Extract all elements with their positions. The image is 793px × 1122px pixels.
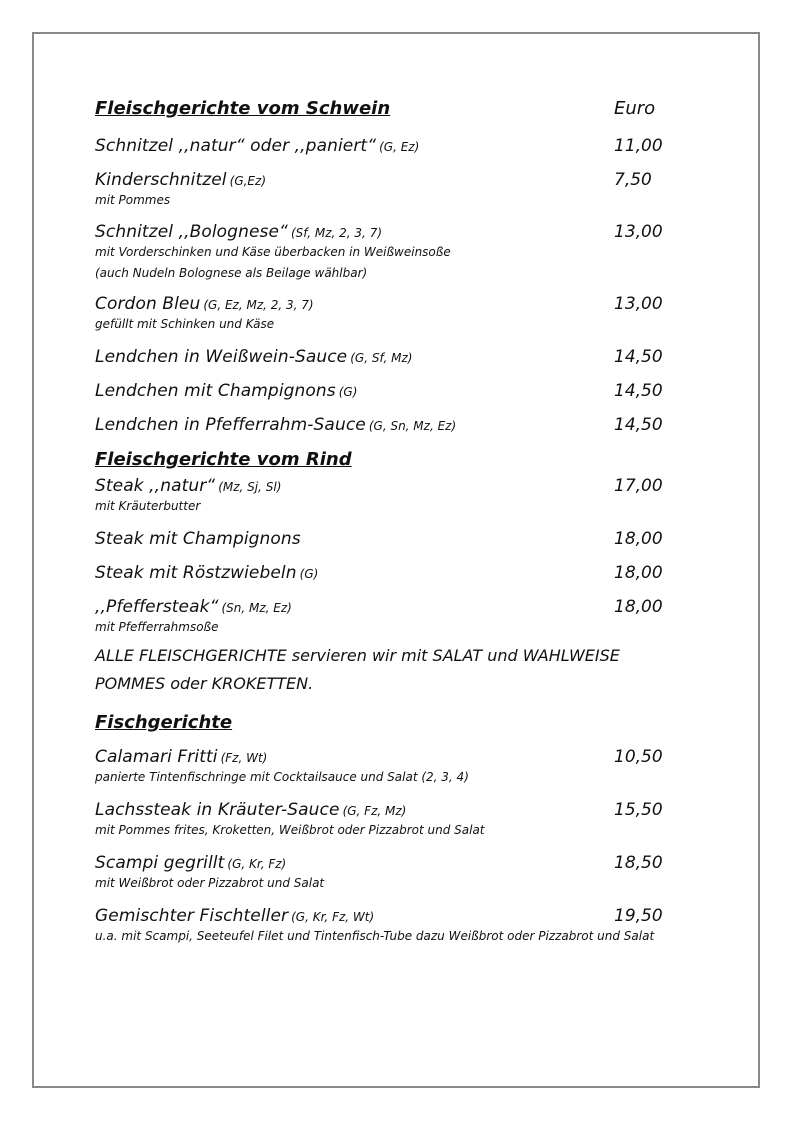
- item-name: Scampi gegrillt: [95, 853, 225, 873]
- item-allergens: (G, Fz, Mz): [342, 804, 407, 818]
- menu-item: [95, 853, 670, 894]
- item-price: 14,50: [614, 381, 663, 401]
- item-description: mit Pommes frites, Kroketten, Weißbrot oder Pizzabrot und Salat: [95, 823, 485, 837]
- section-header-schwein: [95, 98, 670, 119]
- item-description: mit Pommes: [95, 193, 171, 207]
- item-name: Lendchen in Weißwein-Sauce: [95, 347, 348, 367]
- item-name: Steak mit Champignons: [95, 529, 301, 549]
- item-name: Gemischter Fischteller: [95, 906, 289, 926]
- item-name: Cordon Bleu: [95, 294, 201, 314]
- menu-item: [95, 222, 670, 284]
- item-name: ,,Pfeffersteak“: [95, 597, 219, 617]
- menu-item: [95, 170, 670, 211]
- item-allergens: (G,Ez): [229, 174, 266, 188]
- item-allergens: (G, Ez, Mz, 2, 3, 7): [203, 298, 314, 312]
- item-name: Kinderschnitzel: [95, 170, 227, 190]
- item-name: Schnitzel ,,Bolognese“: [95, 222, 288, 242]
- item-description: mit Vorderschinken und Käse überbacken in Weißweinsoße: [95, 245, 451, 259]
- item-price: 14,50: [614, 415, 663, 435]
- menu-item: [95, 294, 670, 335]
- item-price: 14,50: [614, 347, 663, 367]
- item-price: 15,50: [614, 800, 663, 820]
- item-name: Lendchen in Pfefferrahm-Sauce: [95, 415, 366, 435]
- item-allergens: (Sf, Mz, 2, 3, 7): [290, 226, 383, 240]
- item-price: 19,50: [614, 906, 663, 926]
- menu-item: [95, 476, 670, 517]
- section-title-rind: Fleischgerichte vom Rind: [95, 449, 352, 470]
- menu-item: [95, 415, 670, 435]
- item-name: Steak mit Röstzwiebeln: [95, 563, 297, 583]
- item-description: panierte Tintenfischringe mit Cocktailsauce und Salat (2, 3, 4): [95, 770, 469, 784]
- item-price: 18,00: [614, 563, 663, 583]
- menu-item: [95, 906, 670, 947]
- section-header-fisch: [95, 712, 670, 733]
- item-price: 18,50: [614, 853, 663, 873]
- menu-content: [95, 98, 670, 947]
- section-header-rind: [95, 449, 670, 470]
- side-dish-note: ALLE FLEISCHGERICHTE servieren wir mit SALAT und WAHLWEISE POMMES oder KROKETTEN.: [95, 646, 620, 693]
- item-allergens: (G, Sf, Mz): [350, 351, 413, 365]
- menu-item: [95, 347, 670, 367]
- item-price: 13,00: [614, 222, 663, 242]
- item-allergens: (G, Kr, Fz): [227, 857, 287, 871]
- item-price: 18,00: [614, 529, 663, 549]
- item-description: (auch Nudeln Bolognese als Beilage wählbar): [95, 266, 368, 280]
- item-name: Calamari Fritti: [95, 747, 218, 767]
- item-description: mit Kräuterbutter: [95, 499, 201, 513]
- section-title-schwein: Fleischgerichte vom Schwein: [95, 98, 391, 119]
- item-name: Steak ,,natur“: [95, 476, 216, 496]
- item-name: Lachssteak in Kräuter-Sauce: [95, 800, 340, 820]
- item-allergens: (G, Sn, Mz, Ez): [368, 419, 457, 433]
- item-description: u.a. mit Scampi, Seeteufel Filet und Tintenfisch-Tube dazu Weißbrot oder Pizzabrot und Salat: [95, 929, 655, 943]
- item-allergens: (Mz, Sj, Sl): [218, 480, 282, 494]
- item-description: mit Pfefferrahmsoße: [95, 620, 219, 634]
- item-price: 17,00: [614, 476, 663, 496]
- menu-item: [95, 563, 670, 583]
- item-name: Lendchen mit Champignons: [95, 381, 336, 401]
- menu-item: [95, 136, 670, 156]
- item-allergens: (G, Kr, Fz, Wt): [291, 910, 375, 924]
- menu-item: [95, 597, 670, 638]
- menu-item: [95, 747, 670, 788]
- item-price: 10,50: [614, 747, 663, 767]
- item-price: 18,00: [614, 597, 663, 617]
- item-allergens: (Sn, Mz, Ez): [221, 601, 292, 615]
- item-allergens: (G): [338, 385, 358, 399]
- item-name: Schnitzel ,,natur“ oder ,,paniert“: [95, 136, 377, 156]
- item-price: 7,50: [614, 170, 652, 190]
- item-price: 11,00: [614, 136, 663, 156]
- item-price: 13,00: [614, 294, 663, 314]
- section-title-fisch: Fischgerichte: [95, 712, 233, 733]
- item-description: gefüllt mit Schinken und Käse: [95, 317, 275, 331]
- item-allergens: (Fz, Wt): [220, 751, 268, 765]
- item-description: mit Weißbrot oder Pizzabrot und Salat: [95, 876, 325, 890]
- menu-item: [95, 381, 670, 401]
- item-allergens: (G, Ez): [379, 140, 420, 154]
- menu-item: [95, 529, 670, 549]
- item-allergens: (G): [299, 567, 319, 581]
- euro-label: Euro: [614, 98, 656, 119]
- menu-item: [95, 800, 670, 841]
